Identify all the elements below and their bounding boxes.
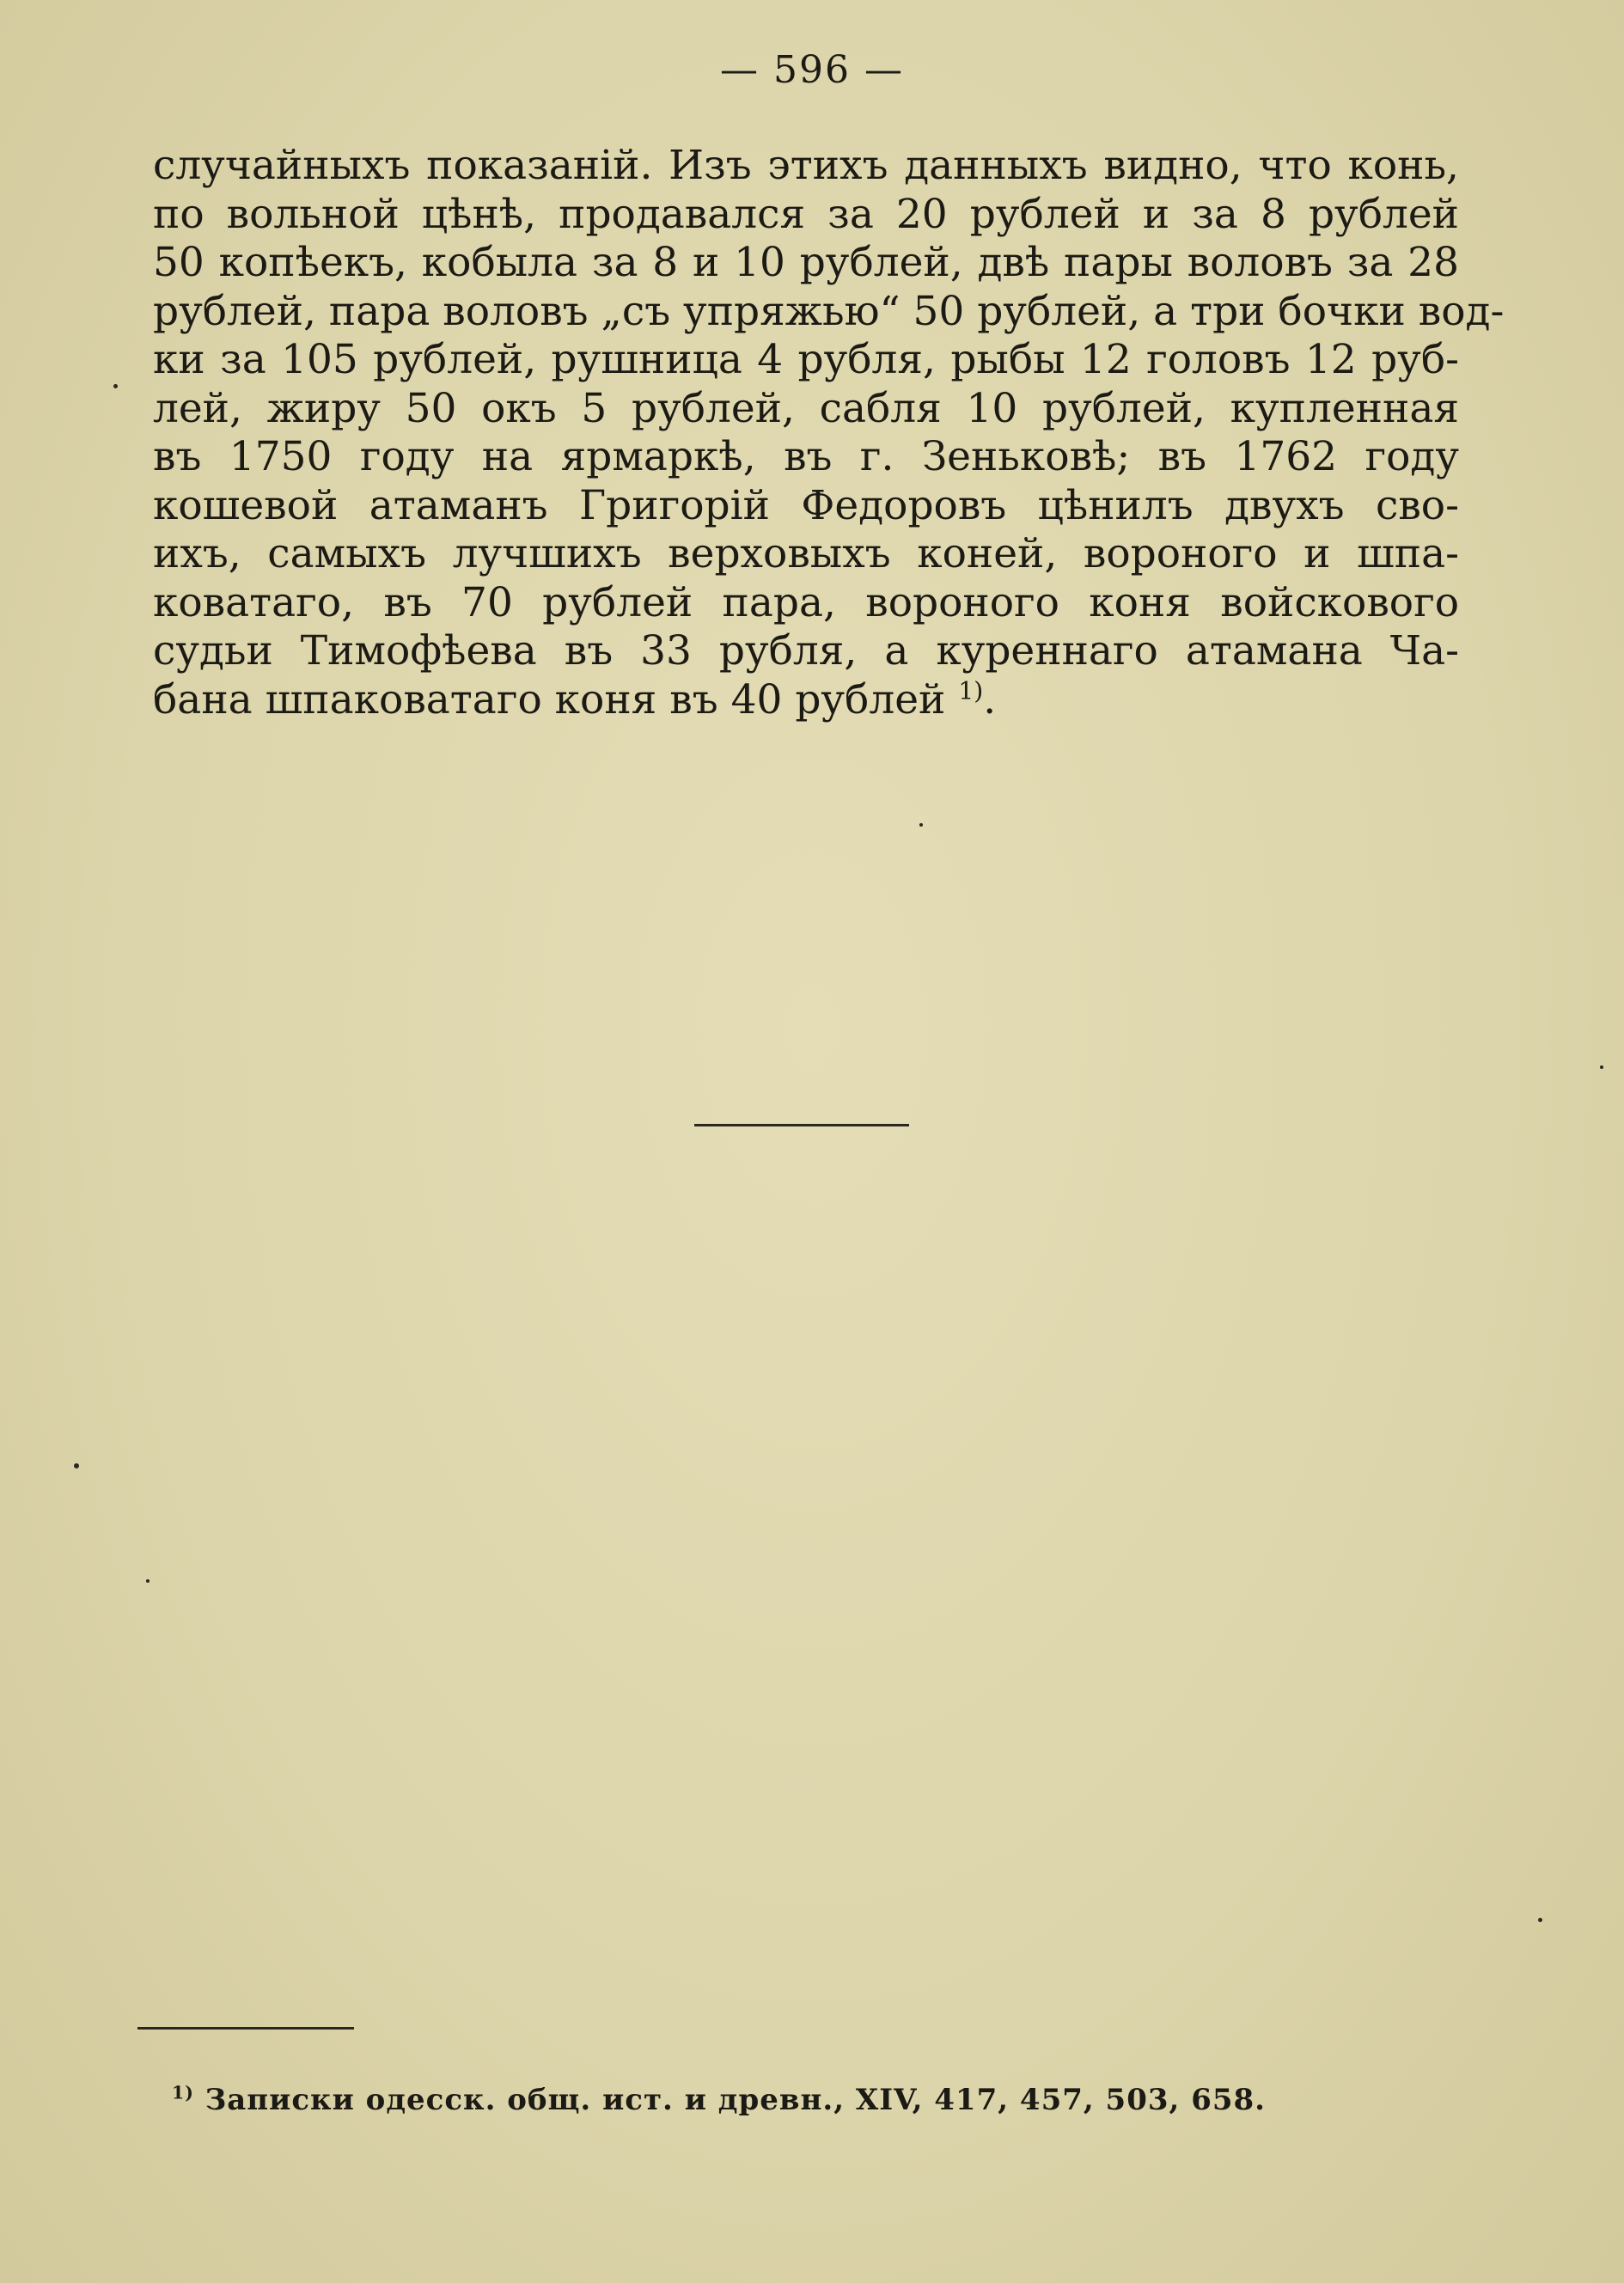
- footnote-text: Записки одесск. общ. ист. и древн., XIV, 417, 457, 503, 658.: [205, 2083, 1267, 2117]
- section-divider: [694, 1124, 909, 1126]
- paper-speck: [1538, 1918, 1542, 1922]
- paper-speck: [113, 384, 118, 388]
- text-line: судьи Тимофѣева въ 33 рубля, а куреннаго атамана Ча-: [153, 627, 1459, 675]
- text-line-last: бана шпаковатаго коня въ 40 рублей $^{1)}$.: [153, 675, 997, 723]
- body-paragraph: [153, 142, 1505, 724]
- text-line: кошевой атаманъ Григорій Федоровъ цѣнилъ двухъ сво-: [153, 481, 1459, 529]
- paper-speck: [1600, 1065, 1603, 1069]
- text-line: лей, жиру 50 окъ 5 рублей, сабля 10 рублей, купленная: [153, 384, 1459, 432]
- text-line: случайныхъ показаній. Изъ этихъ данныхъ видно, что конь,: [153, 142, 1459, 189]
- paper-speck: [146, 1579, 150, 1583]
- page-number: — 596 —: [720, 48, 904, 92]
- text-line: ихъ, самыхъ лучшихъ верховыхъ коней, вороного и шпа-: [153, 530, 1459, 577]
- text-line: 50 копѣекъ, кобыла за 8 и 10 рублей, двѣ пары воловъ за 28: [153, 239, 1459, 286]
- footnote-reference: 1): [958, 675, 984, 705]
- footnote-marker: 1): [172, 2082, 194, 2103]
- paper-speck: [74, 1463, 79, 1468]
- text-line: по вольной цѣнѣ, продавался за 20 рублей и за 8 рублей: [153, 190, 1459, 238]
- text-line: коватаго, въ 70 рублей пара, вороного коня войскового: [153, 578, 1459, 626]
- text-line: ки за 105 рублей, рушница 4 рубля, рыбы 12 головъ 12 руб-: [153, 336, 1459, 383]
- text-line: рублей, пара воловъ „съ упряжью“ 50 рублей, а три бочки вод-: [153, 287, 1505, 335]
- footnote-divider: [137, 2027, 354, 2030]
- paper-speck: [919, 823, 923, 827]
- text-line-content: бана шпаковатаго коня въ 40 рублей: [153, 675, 946, 723]
- text-line: въ 1750 году на ярмаркѣ, въ г. Зеньковѣ; въ 1762 году: [153, 433, 1459, 480]
- footnote: [172, 2079, 1266, 2121]
